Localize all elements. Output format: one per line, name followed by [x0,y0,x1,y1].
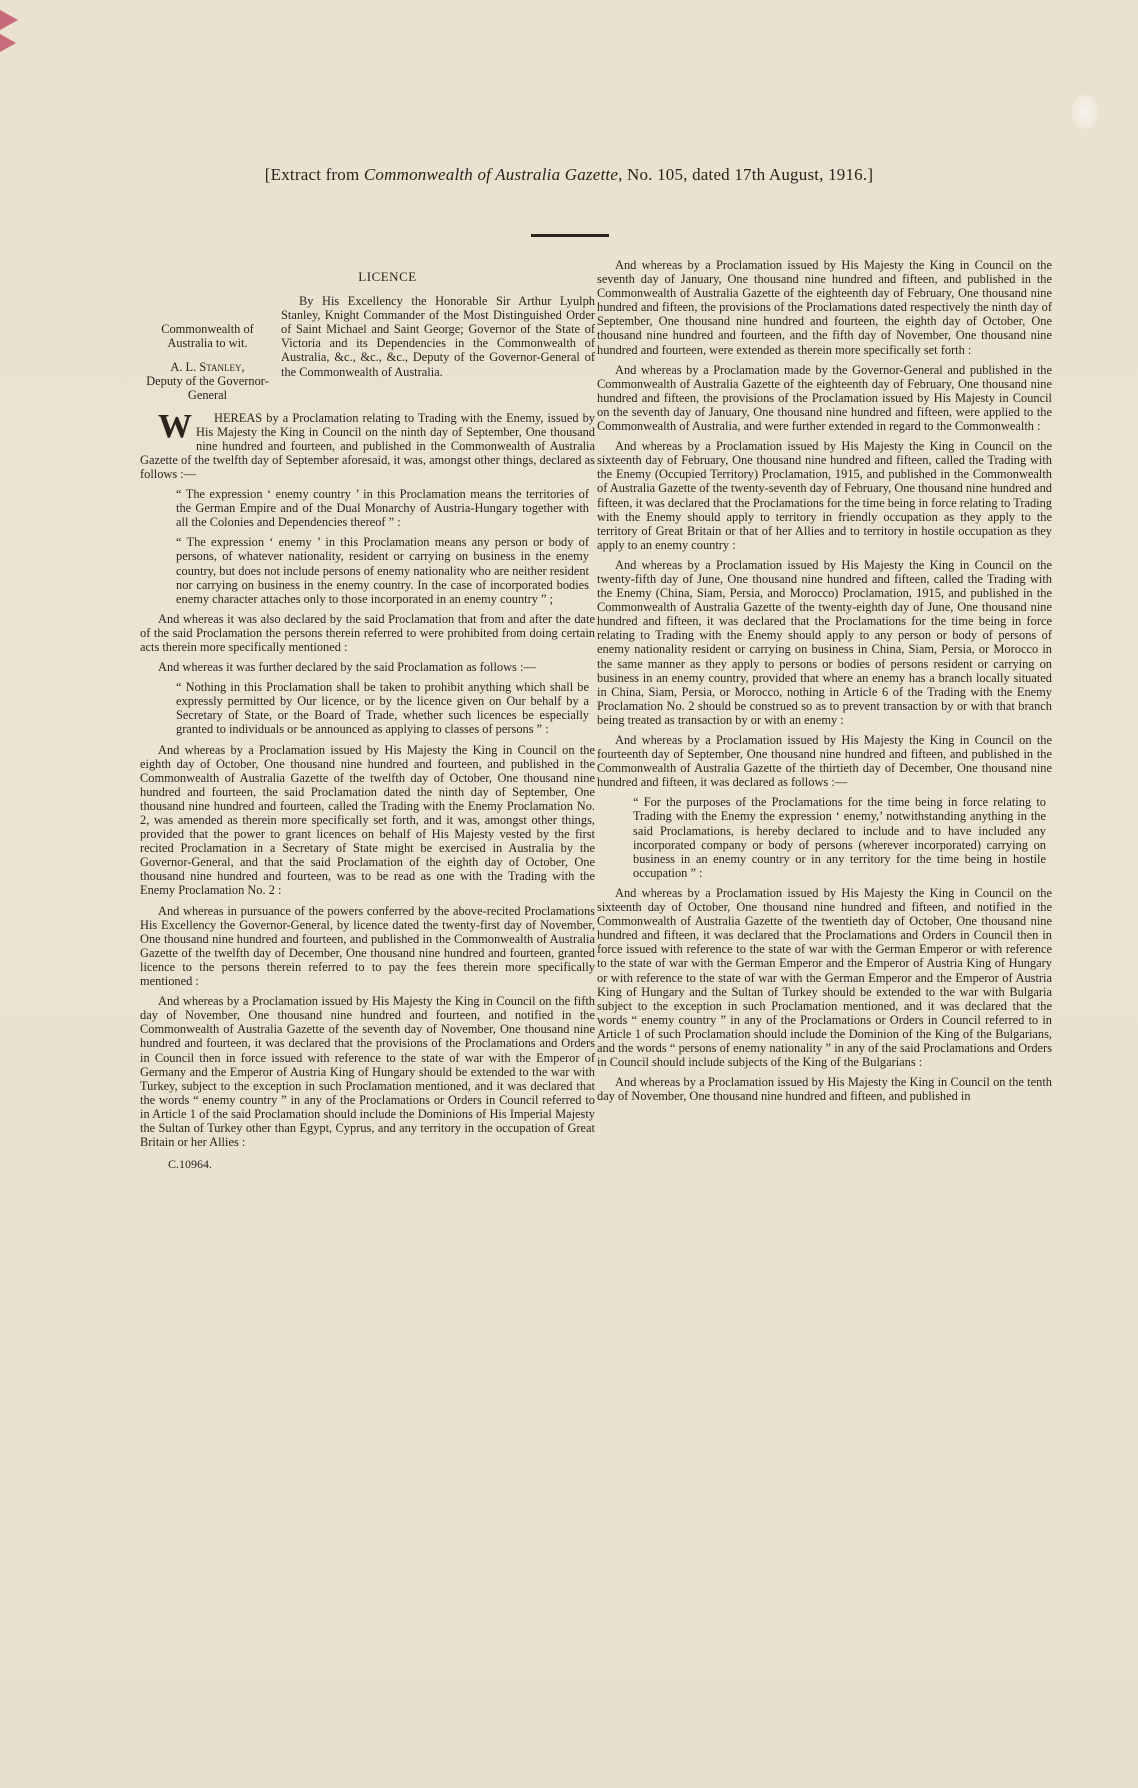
whereas-paragraph: W HEREAS by a Proclamation relating to Trading with the Enemy, issued by His Majesty the King in Council on the ninth day of September, One thousand nine hundred and fourteen, and published in the Commonwealth of Australia Gazette of the twelfth day of September aforesaid, it was, amongst other things, declared as follows :— [140,407,595,481]
signatory-title: Deputy of the Governor-General [146,374,269,403]
licence-authority-text [275,294,595,402]
document-code: C.10964. [168,1157,213,1172]
quoted-clause: “ Nothing in this Proclamation shall be taken to prohibit anything which shall be expressly permitted by Our licence, or by the licence given on Our behalf by a Secretary of State, or the Board of Trade, whether such licences be especially granted to individuals or be announced as applying to classes of persons ” : [176,680,589,737]
corner-tab-mark [0,34,16,52]
gazette-extract-header [0,165,1138,185]
whereas-paragraph: And whereas by a Proclamation issued by His Majesty the King in Council on the sixteenth day of October, One thousand nine hundred and fifteen, and notified in the Commonwealth of Australia Gazette of the twentieth day of October, One thousand nine hundred and fifteen, it was declared that the Proclamations and Orders in Council then in force issued with reference to the state of war with the German Emperor or with reference to the state of war with the German Emperor and the Emperor of Austria King of Hungary or with reference to the state of war with the German Emperor and the Emperor of Austria King of Hungary and the Sultan of Turkey should be extended to the war with Bulgaria subject to the exception in such Proclamation mentioned, and it was declared that the words “ enemy country ” in any of the Proclamations or Orders in Council referred to in Article 1 of such Proclamation should include the Dominion of the King of the Bulgarians, and the words “ persons of enemy nationality ” in any of the said Proclamations and Orders in Council should include subjects of the King of the Bulgarians : [597,885,1052,1070]
whereas-paragraph: And whereas by a Proclamation issued by His Majesty the King in Council on the tenth day of November, One thousand nine hundred and fifteen, and published in [597,1075,1052,1104]
whereas-paragraph: And whereas it was further declared by the said Proclamation as follows :— [158,660,536,675]
whereas-paragraph: And whereas by a Proclamation issued by His Majesty the King in Council on the eighth day of October, One thousand nine hundred and fourteen, and published in the Commonwealth of Australia Gazette of the twelfth day of October, One thousand nine hundred and fourteen, the said Proclamation dated the ninth day of September, One thousand nine hundred and fourteen, called the Trading with the Enemy Proclamation No. 2, was amended as therein more specifically set forth, and it was, amongst other things, provided that the power to grant licences on behalf of His Majesty vested by the first recited Proclamation in a Secretary of State might be exercised in Australia by the Governor-General, and that the said Proclamation of the eighth day of October, One thousand nine hundred and fourteen, was to be read as one with the Trading with the Enemy Proclamation No. 2 : [140,742,595,898]
signatory-name: A. L. Stanley, [170,360,245,375]
header-divider [531,234,609,237]
paper-blemish [1072,95,1098,129]
authority-paragraph: By His Excellency the Honorable Sir Arthur Lyulph Stanley, Knight Commander of the Most Distinguished Order of Saint Michael and Saint George; Governor of the State of Victoria and its Dependencies in the Commonwealth of Australia, &c., &c., &c., Deputy of the Governor-General of the Commonwealth of Australia. [281,294,595,379]
quoted-definition: “ The expression ‘ enemy country ’ in this Proclamation means the territories of the German Empire and of the Dual Monarchy of Austria-Hungary together with all the Colonies and Dependencies thereof ” : [176,487,589,530]
licence-margin-notes [140,294,275,402]
header-suffix: , No. 105, dated 17th August, 1916.] [618,165,874,184]
jurisdiction-note: Commonwealth of Australia to wit. [161,322,254,351]
header-gazette-title: Commonwealth of Australia Gazette [363,165,619,184]
quoted-definition: “ The expression ‘ enemy ’ in this Proclamation means any person or body of persons, of whatever nationality, resident or carrying on business in the enemy country, but does not include persons of enemy nationality who are neither resident nor carrying on business in the enemy country. In the case of incorporated bodies enemy character attaches only to those incorporated in an enemy country ” ; [176,535,589,606]
left-column [140,258,595,1171]
whereas-paragraph: And whereas in pursuance of the powers conferred by the above-recited Proclamations His Excellency the Governor-General, by licence dated the twenty-first day of November, One thousand nine hundred and fourteen, and published in the Commonwealth of Australia Gazette of the twelfth day of December, One thousand nine hundred and fourteen, granted licence to the persons therein referred to to pay the fees therein more specifically mentioned : [140,903,595,989]
whereas-paragraph: And whereas by a Proclamation issued by His Majesty the King in Council on the fifth day of November, One thousand nine hundred and fourteen, and notified in the Commonwealth of Australia Gazette of the seventh day of November, One thousand nine hundred and fourteen, it was declared that the provisions of the Proclamations and Orders in Council then in force issued with reference to the state of war with the Emperor of Germany and the Emperor of Austria King of Hungary should be extended to the war with Turkey, subject to the exception in such Proclamation mentioned, and it was declared that the words “ enemy country ” in any of the Proclamations or Orders in Council referred to in Article 1 of the said Proclamation should include the Dominions of His Imperial Majesty the Sultan of Turkey other than Egypt, Cyprus, and any territory in the occupation of Great Britain or her Allies : [140,994,595,1150]
drop-cap: W [158,407,192,445]
licence-authority-block [140,294,595,402]
corner-tab-mark [0,10,18,30]
whereas-paragraph: And whereas by a Proclamation issued by His Majesty the King in Council on the sixteenth day of February, One thousand nine hundred and fifteen, called the Trading with the Enemy (Occupied Territory) Proclamation, 1915, and published in the Commonwealth of Australia Gazette of the twenty-seventh day of February, One thousand nine hundred and fifteen, it was declared that the Proclamations for the time being in force relating to Trading with the Enemy should apply to territory in friendly occupation as they apply to the territory of Great Britain or that of her Allies and to territory in hostile occupation as they apply to an enemy country : [597,439,1052,552]
whereas-paragraph: And whereas by a Proclamation made by the Governor-General and published in the Commonwealth of Australia Gazette of the eighteenth day of February, One thousand nine hundred and fifteen, the provisions of the Proclamation issued by His Majesty in Council on the seventh day of January, One thousand nine hundred and fifteen, were applied to the Commonwealth of Australia, and were further extended in regard to the Commonwealth : [597,362,1052,434]
whereas-paragraph: And whereas it was also declared by the said Proclamation that from and after the date of the said Proclamation the persons therein referred to were prohibited from doing certain acts therein more specifically mentioned : [140,611,595,654]
whereas-paragraph: And whereas by a Proclamation issued by His Majesty the King in Council on the twenty-fifth day of June, One thousand nine hundred and fifteen, called the Trading with the Enemy (China, Siam, Persia, and Morocco) Proclamation, 1915, and published in the Commonwealth of Australia Gazette of the twenty-eighth day of June, One thousand nine hundred and fifteen, it was declared that the Proclamations for the time being in force relating to Trading with the Enemy should apply to any person or body of persons of enemy nationality resident or carrying on business in China, Siam, Persia, or Morocco in the same manner as they apply to persons or bodies of persons resident or carrying on business in an enemy country, provided that where an enemy has a branch locally situated in China, Siam, Persia, or Morocco, nothing in Article 6 of the Trading with the Enemy Proclamation No. 2 should be construed so as to prevent transaction by or with that branch being treated as transaction by or with an enemy : [597,557,1052,727]
whereas-paragraph: And whereas by a Proclamation issued by His Majesty the King in Council on the fourteenth day of September, One thousand nine hundred and fifteen, and published in the Commonwealth of Australia Gazette of the thirtieth day of December, One thousand nine hundred and fifteen, it was declared as follows :— [597,733,1052,790]
whereas-paragraph: And whereas by a Proclamation issued by His Majesty the King in Council on the seventh day of January, One thousand nine hundred and fifteen, and published in the Commonwealth of Australia Gazette of the eighteenth day of February, One thousand nine hundred and fifteen, the provisions of the Proclamations dated respectively the ninth day of September, One thousand nine hundred and fourteen, the eighth day of October, One thousand nine hundred and fourteen, and the fifth day of November, One thousand nine hundred and fourteen, were extended as therein more specifically set forth : [597,258,1052,357]
right-column [597,258,1052,1109]
licence-title: LICENCE [358,269,417,284]
header-prefix: [Extract from [264,165,364,184]
quoted-clause: “ For the purposes of the Proclamations for the time being in force relating to Trading with the Enemy the expression ‘ enemy,’ notwithstanding anything in the said Proclamations, is hereby declared to include and to have included any incorporated company or body of persons (wherever incorporated) carrying on business in an enemy country or in any territory for the time being in hostile occupation ” : [633,795,1046,880]
